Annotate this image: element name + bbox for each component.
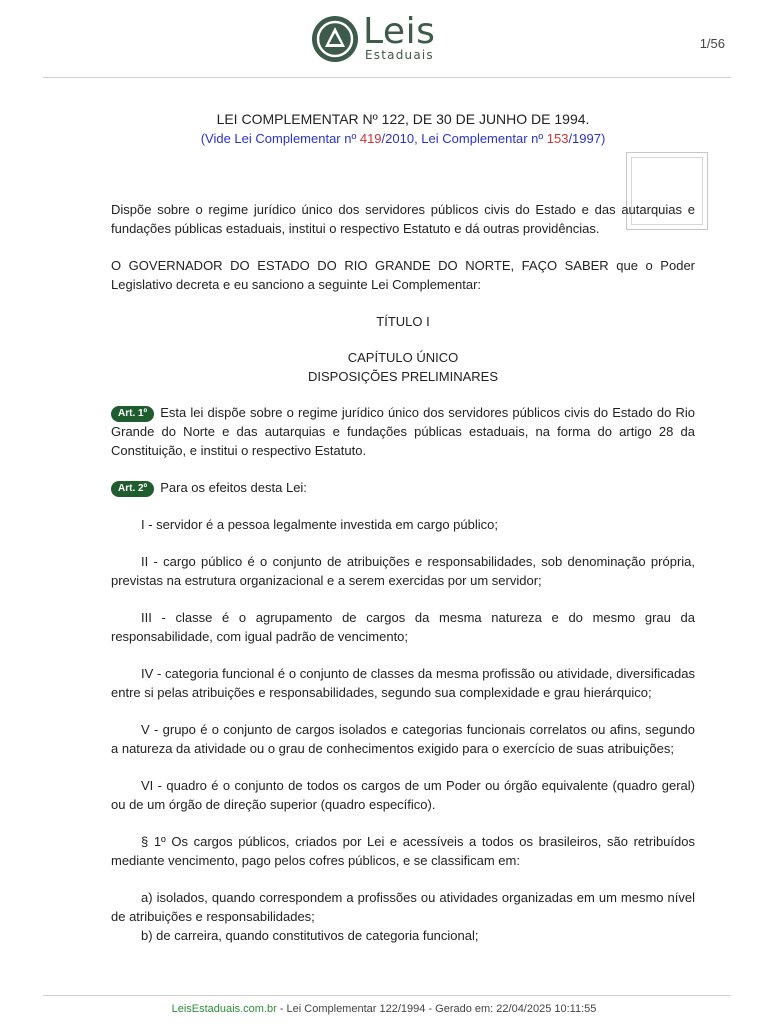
item-vi: VI - quadro é o conjunto de todos os cargos de um Poder ou órgão equivalente (quadro geral) ou de um órgão de direção superior (quadro específico). <box>111 778 695 812</box>
vide-link-419[interactable]: 419 <box>359 131 382 146</box>
capitulo-subheading: DISPOSIÇÕES PRELIMINARES <box>308 369 498 384</box>
page-header <box>0 0 768 78</box>
header-divider <box>43 77 731 78</box>
footer-law: - Lei Complementar 122/1994 - <box>276 1003 436 1015</box>
ementa: Dispõe sobre o regime jurídico único dos servidores públicos civis do Estado e das autarquias e fundações públicas estaduais, institui o respectivo Estatuto e dá outras providências. <box>111 202 695 236</box>
capitulo-heading: CAPÍTULO ÚNICO <box>347 350 459 365</box>
item-a: a) isolados, quando correspondem a profissões ou atividades organizadas em um mesmo nível de atribuições e responsabilidades; <box>111 890 695 924</box>
paragraph-1: § 1º Os cargos públicos, criados por Lei e acessíveis a todos os brasileiros, são retribuídos mediante vencimento, pago pelos cofres públicos, e se classificam em: <box>111 834 695 868</box>
vide-link-1997[interactable]: /1997) <box>568 131 606 146</box>
article-2-badge[interactable]: Art. 2º <box>111 481 154 497</box>
article-2-text: Para os efeitos desta Lei: <box>160 480 307 495</box>
law-title: LEI COMPLEMENTAR Nº 122, DE 30 DE JUNHO DE 1994. <box>216 111 590 127</box>
article-1-text: Esta lei dispõe sobre o regime jurídico único dos servidores públicos civis do Estado do Rio Grande do Norte e das autarquias e fundações públicas estaduais, na forma do artigo 28 da Constituição, e institui o respectivo Estatuto. <box>111 405 695 458</box>
vide-link-2010[interactable]: /2010, Lei Complementar nº <box>381 131 547 146</box>
vide-references <box>111 129 695 148</box>
preamble: O GOVERNADOR DO ESTADO DO RIO GRANDE DO NORTE, FAÇO SABER que o Poder Legislativo decreta e eu sanciono a seguinte Lei Complementar: <box>111 258 695 292</box>
vide-prefix: (Vide Lei Complementar nº <box>200 131 360 146</box>
article-1 <box>111 403 695 460</box>
article-2 <box>111 478 695 497</box>
item-v: V - grupo é o conjunto de cargos isolados e categorias funcionais correlatos ou afins, segundo a natureza da atividade ou o grau de conhecimentos exigido para o exercício de suas atribuições; <box>111 722 695 756</box>
item-iv: IV - categoria funcional é o conjunto de classes da mesma profissão ou atividade, diversificadas entre si pelas atribuições e responsabilidades, segundo sua complexidade e grau hierárquico; <box>111 666 695 700</box>
page-footer <box>0 1003 768 1015</box>
article-1-badge[interactable]: Art. 1º <box>111 406 154 422</box>
page-number: 1/56 <box>699 36 725 51</box>
footer-divider <box>43 995 731 996</box>
vide-link-153[interactable]: 153 <box>546 131 569 146</box>
document-body <box>111 110 695 945</box>
item-ii: II - cargo público é o conjunto de atribuições e responsabilidades, sob denominação própria, previstas na estrutura organizacional e a serem exercidas por um servidor; <box>111 554 695 588</box>
leis-estaduais-logo[interactable] <box>311 11 436 64</box>
item-i: I - servidor é a pessoa legalmente investida em cargo público; <box>141 517 498 532</box>
footer-generated: Gerado em: 22/04/2025 10:11:55 <box>435 1003 597 1015</box>
item-iii: III - classe é o agrupamento de cargos da mesma natureza e do mesmo grau da responsabilidade, com igual padrão de vencimento; <box>111 610 695 644</box>
footer-site-link[interactable]: LeisEstaduais.com.br <box>171 1003 277 1015</box>
logo-subtitle: Estaduais <box>365 48 434 62</box>
logo-emblem-icon <box>311 15 359 63</box>
logo-word: Leis <box>363 11 436 52</box>
titulo-heading: TÍTULO I <box>376 314 430 329</box>
logo-text <box>363 11 436 62</box>
item-b: b) de carreira, quando constitutivos de categoria funcional; <box>141 928 479 943</box>
